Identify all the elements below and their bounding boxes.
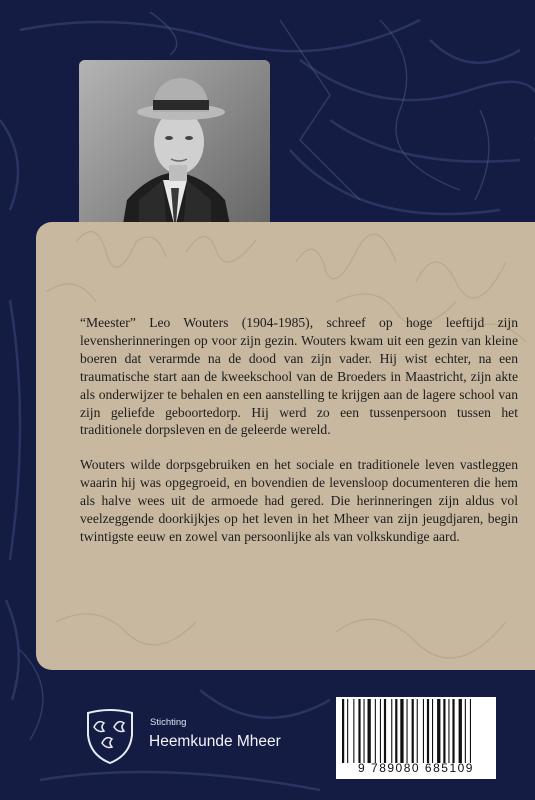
description-panel xyxy=(36,222,535,670)
description-paragraph-2: Wouters wilde dorpsgebruiken en het sociale en traditionele leven vastleggen waarin hij was opgegroeid, en bovendien de levensloop documenteren die hem als halve wees uit de armoede had gered. Die herinneringen zijn aldus vol veelzeggende doorkijkjes op het leven in het Mheer van zijn jeugdjaren, begin twintigste eeuw en zowel van persoonlijke als van volkskundige aard. xyxy=(80,457,518,544)
barcode-bars xyxy=(342,699,492,763)
isbn-barcode xyxy=(336,697,496,779)
publisher-name: Heemkunde Mheer xyxy=(149,733,281,750)
publisher-label: Stichting xyxy=(150,717,187,728)
description-paragraph-1: “Meester” Leo Wouters (1904-1985), schreef op hoge leeftijd zijn levensherinneringen op voor zijn gezin. Wouters kwam uit een gezin van kleine boeren dat verarmde na de dood van zijn vader. Hij wist echter, na een traumatische start aan de kweekschool van de Broeders in Maastricht, zijn akte als onderwijzer te behalen en een aanstelling te krijgen aan de lagere school van zijn geliefde geboortedorp. Hij werd zo een tussenpersoon tussen het traditionele dorpsleven en de geleerde wereld. xyxy=(80,315,518,438)
description-text xyxy=(80,314,518,563)
swan-shield-logo-icon xyxy=(80,705,140,765)
barcode-digits: 9 789080 685109 xyxy=(358,761,474,775)
